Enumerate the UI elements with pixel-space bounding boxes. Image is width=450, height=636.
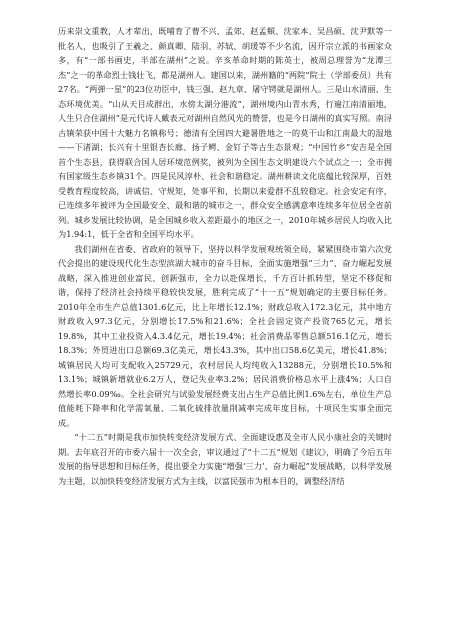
paragraph-development-achievements: 我们湖州在省委、省政府的领导下，坚持以科学发展观统领全局，紧紧围绕市第六次党代会提出的建设现代化生态型滨湖大城市的奋斗目标，全面实施增强“三力”、奋力崛起发展战略，深入推进创业富民、创新强市，全力以赴保增长，千方百计抓转型，坚定不移促和谐，保持了经济社会持续平稳较快发展，胜利完成了“十一五”规划确定的主要目标任务。2010年全市生产总值1301.6亿元，比上年增长12.1%；财政总收入172.3亿元，其中地方财政收入97.3亿元，分别增长17.5%和21.6%；全社会固定资产投资765亿元，增长19.8%，其中工业投资入4.3.4亿元，增长19.4%；社会消费品零售总额516.1亿元，增长18.3%；外贸进出口总额69.3亿美元，增长43.3%，其中出口58.6亿美元，增长41.8%；城镇居民人均可支配收入25729元，农村居民人均纯收入13288元，分别增长10.5%和13.1%；城镇新增就业6.2万人，登记失业率3.2%；居民消费价格总水平上涨4%；人口自然增长率0.09‰。全社会研究与试验发展经费支出占生产总值比例1.6%左右，单位生产总值能耗下降率和化学需氧量、二氧化硫排放量削减率完成年度目标，十项民生实事全面完成。: [58, 243, 392, 428]
paragraph-twelfth-five-year-plan: “十二五”时期是我市加快转变经济发展方式、全面建设惠及全市人民小康社会的关键时期。去年底召开的市委六届十一次全会，审议通过了“十二五”规划《建议》，明确了今后五年发展的指导思想和目标任务，提出要全力实施“增强‘三力’、奋力崛起”发展战略，以科学发展为主题，以加快转变经济发展方式为主线，以富民强市为根本目的，调整经济结: [58, 432, 392, 486]
paragraph-culture-nature-society: 历来崇文重教，人才辈出，既哺育了曹不兴、孟郊、赵孟頫、沈家本、吴昌硕、沈尹默等一批名人，也吸引了王羲之、颜真卿、陆羽、苏轼、胡瑗等不少名流，因开宗立派的书画家众多，有“一部书画史，半部在湖州”之说。辛亥革命时期的陈英士，被周总理誉为“龙潭三杰”之一的革命烈士钱壮飞，都是湖州人。建国以来，湖州籍的“两院”院士（学部委员）共有27名。“两弹一星”的23位功臣中，钱三强、赵九章、屠守锷就是湖州人。三是山水清丽、生态环境优美。“山从天目成群出，水傍太湖分港流”，湖州境内山青水秀，行遍江南清丽地，人生只合住湖州”是元代诗人戴表元对湖州自然风光的赞誉，也是今日湖州的真实写照。南浔古镇荣获中国十大魅力名镇称号；德清有全国四大避暑胜地之一的莫干山和江南最大的湿地——下渚湖；长兴有十里银杏长廊、扬子鳄、金钉子等古生态景观；“中国竹乡”安吉是全国首个生态县，获得联合国人居环境范例奖，被列为全国生态文明建设六个试点之一；全市拥有国家级生态乡镇31个。四是民风淳朴、社会和谐稳定。湖州耕读文化底蕴比较深厚，百姓受教育程度较高，讲诚信、守规矩，处事平和，长期以来爱群不乱较稳定。社会安定有序，已连续多年被评为全国最安全、最和谐的城市之一，群众安全感满意率连续多年位居全省前列。城乡发展比较协调，是全国城乡收入差距最小的地区之一，2010年城乡居民人均收入比为1.94:1，低于全省和全国平均水平。: [58, 26, 392, 239]
